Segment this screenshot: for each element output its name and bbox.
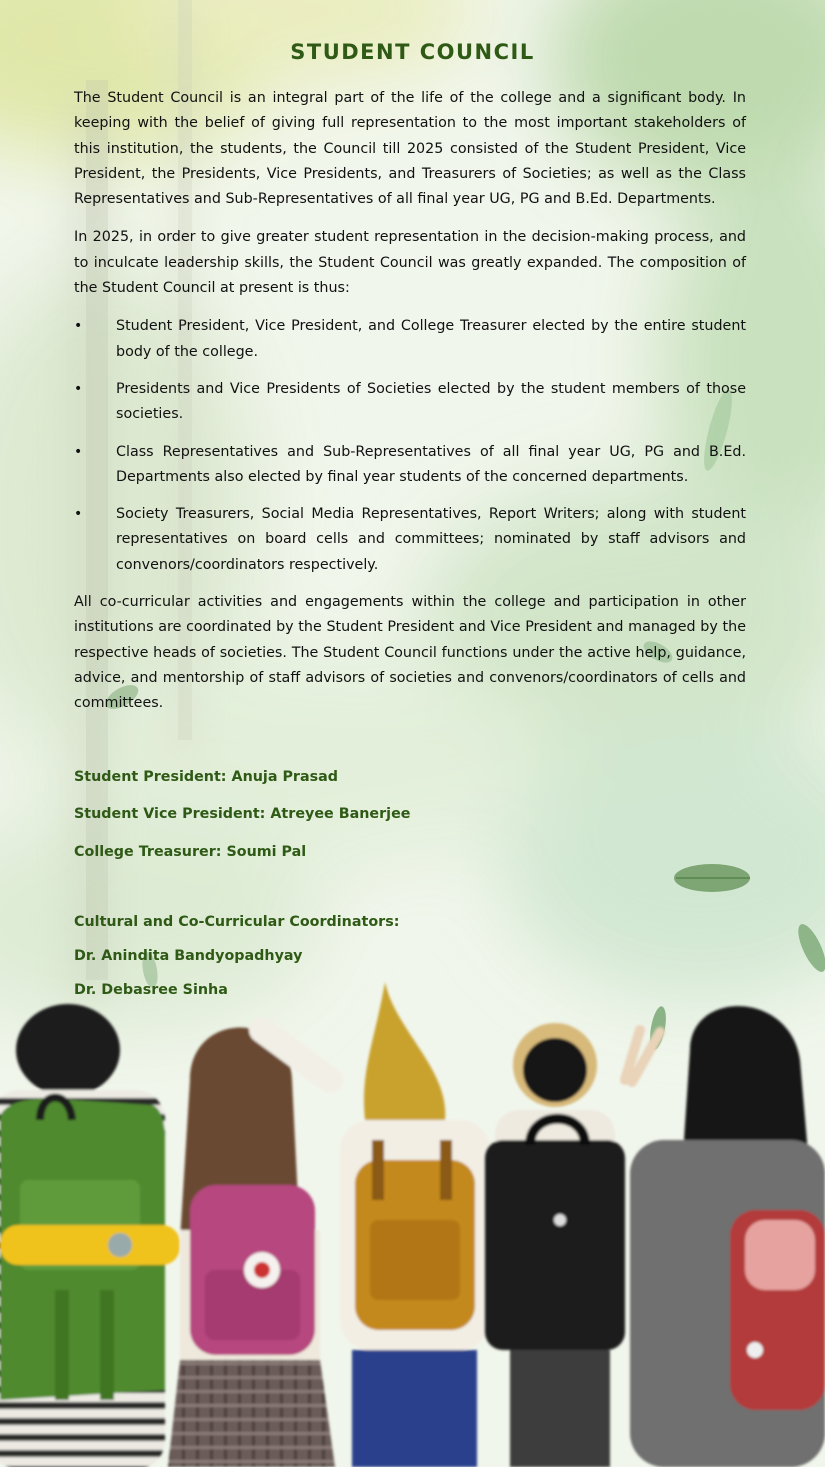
closing-paragraph: All co-curricular activities and engagements within the college and participation in other institutions are coordinated by the Student President and Vice President and managed by the respective heads of societies. The Student Council functions under the active help, guidance, advice, and mentorship of staff advisors of societies and convenors/coordinators of cells and committees.: [74, 594, 746, 712]
bullet-icon: •: [74, 443, 83, 460]
college-treasurer: College Treasurer: Soumi Pal: [74, 844, 307, 860]
composition-list: [74, 314, 746, 578]
intro-paragraph-1: The Student Council is an integral part of the life of the college and a significant body. In keeping with the belief of giving full representation to the most important stakeholders of this institution, the students, the Council till 2025 consisted of the Student President, Vice President, the Presidents, Vice Presidents, and Treasurers of Societies; as well as the Class Representatives and Sub-Representatives of all final year UG, PG and B.Ed. Departments.: [74, 90, 746, 208]
students-illustration: [0, 970, 825, 1467]
coordinators-heading: Cultural and Co-Curricular Coordinators:: [74, 914, 400, 930]
composition-list-item: • Presidents and Vice Presidents of Societies elected by the student members of those societies.: [74, 377, 746, 428]
student-figure: [625, 1006, 825, 1467]
composition-list-item: • Society Treasurers, Social Media Representatives, Report Writers; along with student representatives on board cells and committees; nominated by staff advisors and convenors/coordinators respectively.: [74, 502, 746, 578]
student-figure: [0, 1004, 180, 1467]
bullet-icon: •: [74, 380, 83, 397]
composition-list-item: • Student President, Vice President, and College Treasurer elected by the entire student body of the college.: [74, 314, 746, 365]
student-figure: [340, 982, 490, 1467]
council-description: [74, 86, 746, 730]
student-figure: [168, 1028, 335, 1467]
composition-list-item: • Class Representatives and Sub-Representatives of all final year UG, PG and B.Ed. Departments also elected by final year students of the concerned departments.: [74, 440, 746, 491]
bullet-icon: •: [74, 318, 83, 335]
student-figure: [485, 1023, 625, 1467]
bullet-icon: •: [74, 506, 83, 523]
coordinator-name: Dr. Debasree Sinha: [74, 982, 228, 998]
student-president: Student President: Anuja Prasad: [74, 769, 339, 785]
coordinator-name: Dr. Anindita Bandyopadhyay: [74, 948, 303, 964]
student-vice-president: Student Vice President: Atreyee Banerjee: [74, 806, 411, 822]
page-title: STUDENT COUNCIL: [290, 40, 535, 64]
intro-paragraph-2: In 2025, in order to give greater student representation in the decision-making process, and to inculcate leadership skills, the Student Council was greatly expanded. The composition of the Student Council at present is thus:: [74, 229, 746, 297]
